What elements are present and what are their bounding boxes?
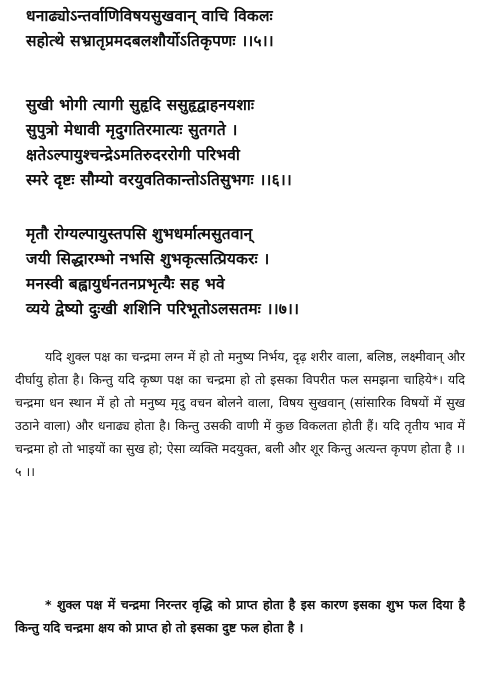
sanskrit-verse-7 [26,222,466,322]
hindi-commentary [15,345,465,483]
sanskrit-verse-6 [26,93,466,193]
verse-line: मृतौ रोग्यल्पायुस्तपसि शुभधर्मात्मसुतवान् [26,225,253,243]
verse-line: जयी सिद्धारम्भो नभसि शुभकृत्सत्प्रियकरः । [26,250,270,268]
verse-line: धनाढ्योऽन्तर्वाणिविषयसुखवान् वाचि विकलः [26,7,273,25]
verse-line: सुखी भोगी त्यागी सुहृदि ससुहृद्वाहनयशाः [26,96,255,114]
verse-line: व्यये द्वेष्यो दुःखी शशिनि परिभूतोऽलसतमः ।।७।। [26,300,300,318]
verse-line: स्मरे दृष्टः सौम्यो वरयुवतिकान्तोऽतिसुभगः ।।६।। [26,171,293,189]
verse-line: मनस्वी बह्वायुर्धनतनप्रभृत्यैः सह भवे [26,275,225,293]
commentary-paragraph: यदि शुक्ल पक्ष का चन्द्रमा लग्न में हो तो मनुष्य निर्भय, दृढ़ शरीर वाला, बलिष्ठ, लक्ष्मीवान् और दीर्घायु होता है। किन्तु यदि कृष्ण पक्ष का चन्द्रमा हो तो इसका विपरीत फल समझना चाहिये*। यदि चन्द्रमा धन स्थान में हो तो मनुष्य मृदु वचन बोलने वाला, विषय सुखवान् (सांसारिक विषयों में सुख उठाने वाला) और धनाढ्य होता है। किन्तु उसकी वाणी में कुछ विकलता होती हैं। यदि तृतीय भाव में चन्द्रमा हो तो भाइयों का सुख हो; ऐसा व्यक्ति मदयुक्त, बली और शूर किन्तु अत्यन्त कृपण होता है ।। ५ ।। [15,349,465,479]
footnote-text: * शुक्ल पक्ष में चन्द्रमा निरन्तर वृद्धि को प्राप्त होता है इस कारण इसका शुभ फल दिया है किन्तु यदि चन्द्रमा क्षय को प्राप्त हो तो इसका दुष्ट फल होता है । [15,597,465,635]
footnote [15,593,465,639]
verse-line: सुपुत्रो मेधावी मृदुगतिरमात्यः सुतगते । [26,121,238,139]
sanskrit-verse-5 [26,4,466,54]
verse-line: सहोत्थे सभ्रातृप्रमदबलशौर्योऽतिकृपणः ।।५।। [26,32,274,50]
verse-line: क्षतेऽल्पायुश्चन्द्रेऽमतिरुदररोगी परिभवी [26,146,241,164]
